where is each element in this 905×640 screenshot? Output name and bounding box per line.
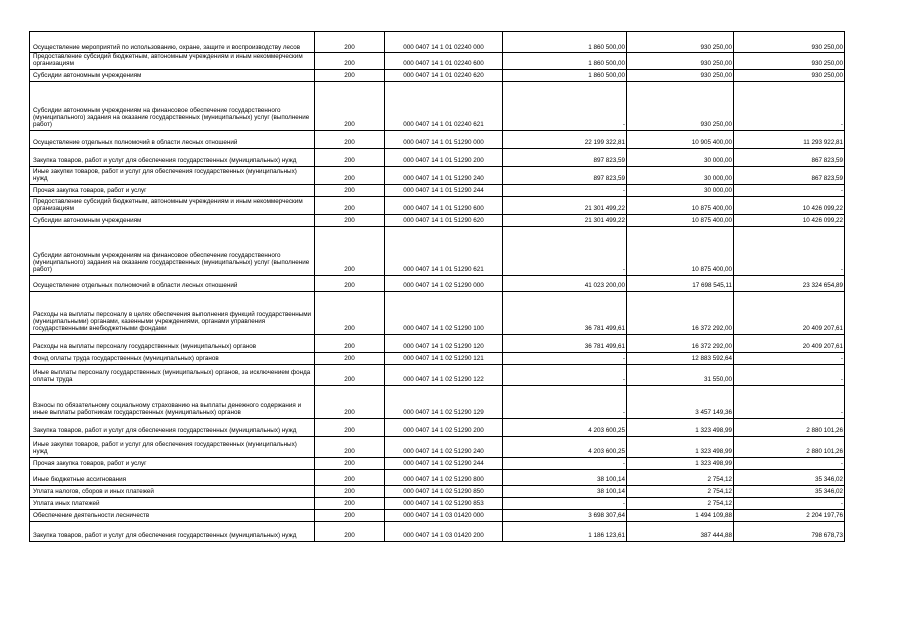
row-executed-cell: 2 754,12 bbox=[627, 469, 734, 485]
row-code-cell: 200 bbox=[315, 32, 385, 53]
row-code-cell: 200 bbox=[315, 352, 385, 364]
row-unexecuted-cell: - bbox=[734, 497, 845, 509]
row-kbk-cell: 000 0407 14 1 01 51290 240 bbox=[385, 166, 503, 184]
row-kbk-cell: 000 0407 14 1 02 51290 853 bbox=[385, 497, 503, 509]
row-kbk-cell: 000 0407 14 1 01 51290 600 bbox=[385, 196, 503, 214]
row-unexecuted-cell: 20 409 207,61 bbox=[734, 291, 845, 334]
row-unexecuted-cell: 930 250,00 bbox=[734, 53, 845, 70]
row-name-cell: Предоставление субсидий бюджетным, автономным учреждениям и иным некоммерческим организациям bbox=[30, 196, 315, 214]
row-name-cell: Прочая закупка товаров, работ и услуг bbox=[30, 184, 315, 196]
row-approved-cell: 36 781 499,61 bbox=[503, 334, 627, 352]
table-row bbox=[30, 457, 845, 469]
row-code-cell: 200 bbox=[315, 436, 385, 457]
row-kbk-cell: 000 0407 14 1 01 51290 200 bbox=[385, 148, 503, 166]
row-name-cell: Закупка товаров, работ и услуг для обеспечения государственных (муниципальных) нужд bbox=[30, 418, 315, 436]
row-approved-cell: 1 860 500,00 bbox=[503, 53, 627, 70]
row-code-cell: 200 bbox=[315, 69, 385, 81]
row-name-cell: Расходы на выплаты персоналу государственных (муниципальных) органов bbox=[30, 334, 315, 352]
table-row bbox=[30, 166, 845, 184]
row-code-cell: 200 bbox=[315, 214, 385, 226]
row-code-cell: 200 bbox=[315, 509, 385, 521]
row-code-cell: 200 bbox=[315, 457, 385, 469]
row-code-cell: 200 bbox=[315, 166, 385, 184]
row-code-cell: 200 bbox=[315, 334, 385, 352]
row-unexecuted-cell: - bbox=[734, 385, 845, 418]
row-executed-cell: 1 494 109,88 bbox=[627, 509, 734, 521]
row-name-cell: Прочая закупка товаров, работ и услуг bbox=[30, 457, 315, 469]
row-approved-cell: 1 860 500,00 bbox=[503, 32, 627, 53]
row-approved-cell: - bbox=[503, 385, 627, 418]
row-unexecuted-cell: - bbox=[734, 81, 845, 130]
row-executed-cell: 12 883 592,64 bbox=[627, 352, 734, 364]
row-unexecuted-cell: 798 678,73 bbox=[734, 521, 845, 541]
row-unexecuted-cell: - bbox=[734, 457, 845, 469]
row-approved-cell: 897 823,59 bbox=[503, 148, 627, 166]
row-kbk-cell: 000 0407 14 1 01 51290 244 bbox=[385, 184, 503, 196]
row-name-cell: Субсидии автономным учреждениям на финансовое обеспечение государственного (муниципального) задания на оказание государственных (муниципальных) услуг (выполнение работ) bbox=[30, 226, 315, 275]
row-approved-cell: 21 301 499,22 bbox=[503, 214, 627, 226]
row-unexecuted-cell: 10 426 099,22 bbox=[734, 214, 845, 226]
row-unexecuted-cell: 35 346,02 bbox=[734, 469, 845, 485]
row-kbk-cell: 000 0407 14 1 02 51290 244 bbox=[385, 457, 503, 469]
row-approved-cell: 4 203 600,25 bbox=[503, 436, 627, 457]
table-row bbox=[30, 130, 845, 148]
row-executed-cell: 930 250,00 bbox=[627, 32, 734, 53]
row-approved-cell: - bbox=[503, 81, 627, 130]
row-unexecuted-cell: - bbox=[734, 184, 845, 196]
row-name-cell: Обеспечение деятельности лесничеств bbox=[30, 509, 315, 521]
table-row bbox=[30, 291, 845, 334]
row-approved-cell: 38 100,14 bbox=[503, 469, 627, 485]
row-approved-cell: 36 781 499,61 bbox=[503, 291, 627, 334]
row-name-cell: Взносы по обязательному социальному страхованию на выплаты денежного содержания и иные выплаты работникам государственных (муниципальных) органов bbox=[30, 385, 315, 418]
row-unexecuted-cell: 35 346,02 bbox=[734, 485, 845, 497]
row-executed-cell: 10 875 400,00 bbox=[627, 196, 734, 214]
row-code-cell: 200 bbox=[315, 469, 385, 485]
row-executed-cell: 31 550,00 bbox=[627, 364, 734, 385]
table-row bbox=[30, 148, 845, 166]
row-kbk-cell: 000 0407 14 1 02 51290 800 bbox=[385, 469, 503, 485]
row-approved-cell: - bbox=[503, 352, 627, 364]
table-row bbox=[30, 214, 845, 226]
row-kbk-cell: 000 0407 14 1 02 51290 240 bbox=[385, 436, 503, 457]
row-name-cell: Закупка товаров, работ и услуг для обеспечения государственных (муниципальных) нужд bbox=[30, 148, 315, 166]
budget-execution-table bbox=[29, 31, 845, 542]
row-kbk-cell: 000 0407 14 1 01 02240 621 bbox=[385, 81, 503, 130]
row-approved-cell: - bbox=[503, 497, 627, 509]
row-approved-cell: - bbox=[503, 184, 627, 196]
row-code-cell: 200 bbox=[315, 485, 385, 497]
row-code-cell: 200 bbox=[315, 130, 385, 148]
row-code-cell: 200 bbox=[315, 148, 385, 166]
row-name-cell: Иные бюджетные ассигнования bbox=[30, 469, 315, 485]
table-row bbox=[30, 352, 845, 364]
row-unexecuted-cell: 930 250,00 bbox=[734, 32, 845, 53]
row-code-cell: 200 bbox=[315, 53, 385, 70]
row-unexecuted-cell: - bbox=[734, 364, 845, 385]
table-row bbox=[30, 81, 845, 130]
row-approved-cell: 1 860 500,00 bbox=[503, 69, 627, 81]
table-row bbox=[30, 196, 845, 214]
row-approved-cell: 21 301 499,22 bbox=[503, 196, 627, 214]
row-approved-cell: 41 023 200,00 bbox=[503, 275, 627, 291]
row-code-cell: 200 bbox=[315, 521, 385, 541]
table-row bbox=[30, 509, 845, 521]
row-executed-cell: 930 250,00 bbox=[627, 69, 734, 81]
row-unexecuted-cell: 2 880 101,26 bbox=[734, 418, 845, 436]
table-body bbox=[30, 32, 845, 542]
row-kbk-cell: 000 0407 14 1 01 51290 620 bbox=[385, 214, 503, 226]
row-name-cell: Фонд оплаты труда государственных (муниципальных) органов bbox=[30, 352, 315, 364]
row-name-cell: Иные выплаты персоналу государственных (муниципальных) органов, за исключением фонда оплаты труда bbox=[30, 364, 315, 385]
table-row bbox=[30, 32, 845, 53]
row-code-cell: 200 bbox=[315, 196, 385, 214]
row-approved-cell: 22 199 322,81 bbox=[503, 130, 627, 148]
row-approved-cell: 897 823,59 bbox=[503, 166, 627, 184]
row-kbk-cell: 000 0407 14 1 02 51290 000 bbox=[385, 275, 503, 291]
row-name-cell: Субсидии автономным учреждениям bbox=[30, 69, 315, 81]
table-row bbox=[30, 334, 845, 352]
row-executed-cell: 30 000,00 bbox=[627, 184, 734, 196]
table-row bbox=[30, 69, 845, 81]
row-kbk-cell: 000 0407 14 1 02 51290 200 bbox=[385, 418, 503, 436]
row-name-cell: Иные закупки товаров, работ и услуг для обеспечения государственных (муниципальных) нужд bbox=[30, 166, 315, 184]
table-row bbox=[30, 418, 845, 436]
table-row bbox=[30, 485, 845, 497]
row-code-cell: 200 bbox=[315, 497, 385, 509]
table-row bbox=[30, 385, 845, 418]
row-name-cell: Субсидии автономным учреждениям bbox=[30, 214, 315, 226]
row-unexecuted-cell: 2 880 101,26 bbox=[734, 436, 845, 457]
row-name-cell: Осуществление отдельных полномочий в области лесных отношений bbox=[30, 275, 315, 291]
table-row bbox=[30, 184, 845, 196]
row-unexecuted-cell: 930 250,00 bbox=[734, 69, 845, 81]
row-kbk-cell: 000 0407 14 1 02 51290 120 bbox=[385, 334, 503, 352]
row-kbk-cell: 000 0407 14 1 01 02240 620 bbox=[385, 69, 503, 81]
row-executed-cell: 10 875 400,00 bbox=[627, 214, 734, 226]
row-name-cell: Субсидии автономным учреждениям на финансовое обеспечение государственного (муниципального) задания на оказание государственных (муниципальных) услуг (выполнение работ) bbox=[30, 81, 315, 130]
row-approved-cell: 3 698 307,64 bbox=[503, 509, 627, 521]
row-kbk-cell: 000 0407 14 1 01 51290 621 bbox=[385, 226, 503, 275]
row-kbk-cell: 000 0407 14 1 02 51290 850 bbox=[385, 485, 503, 497]
row-code-cell: 200 bbox=[315, 291, 385, 334]
row-kbk-cell: 000 0407 14 1 02 51290 100 bbox=[385, 291, 503, 334]
row-executed-cell: 30 000,00 bbox=[627, 166, 734, 184]
row-executed-cell: 1 323 498,99 bbox=[627, 457, 734, 469]
row-name-cell: Закупка товаров, работ и услуг для обеспечения государственных (муниципальных) нужд bbox=[30, 521, 315, 541]
row-name-cell: Предоставление субсидий бюджетным, автономным учреждениям и иным некоммерческим организациям bbox=[30, 53, 315, 70]
row-executed-cell: 16 372 292,00 bbox=[627, 334, 734, 352]
row-unexecuted-cell: 23 324 654,89 bbox=[734, 275, 845, 291]
table-row bbox=[30, 364, 845, 385]
row-approved-cell: 38 100,14 bbox=[503, 485, 627, 497]
row-name-cell: Уплата иных платежей bbox=[30, 497, 315, 509]
row-approved-cell: 4 203 600,25 bbox=[503, 418, 627, 436]
row-approved-cell: 1 186 123,61 bbox=[503, 521, 627, 541]
row-executed-cell: 1 323 498,99 bbox=[627, 418, 734, 436]
row-kbk-cell: 000 0407 14 1 03 01420 000 bbox=[385, 509, 503, 521]
row-name-cell: Осуществление мероприятий по использованию, охране, защите и воспроизводству лесов bbox=[30, 32, 315, 53]
row-kbk-cell: 000 0407 14 1 02 51290 122 bbox=[385, 364, 503, 385]
row-code-cell: 200 bbox=[315, 385, 385, 418]
row-unexecuted-cell: - bbox=[734, 352, 845, 364]
row-kbk-cell: 000 0407 14 1 01 02240 600 bbox=[385, 53, 503, 70]
row-unexecuted-cell: 867 823,59 bbox=[734, 166, 845, 184]
table-row bbox=[30, 436, 845, 457]
row-unexecuted-cell: 2 204 197,76 bbox=[734, 509, 845, 521]
row-executed-cell: 930 250,00 bbox=[627, 53, 734, 70]
row-kbk-cell: 000 0407 14 1 02 51290 129 bbox=[385, 385, 503, 418]
row-unexecuted-cell: 11 293 922,81 bbox=[734, 130, 845, 148]
row-kbk-cell: 000 0407 14 1 03 01420 200 bbox=[385, 521, 503, 541]
row-unexecuted-cell: - bbox=[734, 226, 845, 275]
row-executed-cell: 30 000,00 bbox=[627, 148, 734, 166]
row-unexecuted-cell: 20 409 207,61 bbox=[734, 334, 845, 352]
row-kbk-cell: 000 0407 14 1 02 51290 121 bbox=[385, 352, 503, 364]
row-executed-cell: 1 323 498,99 bbox=[627, 436, 734, 457]
row-executed-cell: 10 905 400,00 bbox=[627, 130, 734, 148]
row-code-cell: 200 bbox=[315, 81, 385, 130]
row-kbk-cell: 000 0407 14 1 01 51290 000 bbox=[385, 130, 503, 148]
row-code-cell: 200 bbox=[315, 364, 385, 385]
row-executed-cell: 2 754,12 bbox=[627, 497, 734, 509]
row-executed-cell: 387 444,88 bbox=[627, 521, 734, 541]
row-executed-cell: 3 457 149,36 bbox=[627, 385, 734, 418]
row-executed-cell: 930 250,00 bbox=[627, 81, 734, 130]
row-code-cell: 200 bbox=[315, 418, 385, 436]
row-executed-cell: 16 372 292,00 bbox=[627, 291, 734, 334]
row-approved-cell: - bbox=[503, 457, 627, 469]
row-executed-cell: 17 698 545,11 bbox=[627, 275, 734, 291]
table-row bbox=[30, 275, 845, 291]
row-name-cell: Уплата налогов, сборов и иных платежей bbox=[30, 485, 315, 497]
table-row bbox=[30, 521, 845, 541]
row-executed-cell: 10 875 400,00 bbox=[627, 226, 734, 275]
row-kbk-cell: 000 0407 14 1 01 02240 000 bbox=[385, 32, 503, 53]
row-name-cell: Осуществление отдельных полномочий в области лесных отношений bbox=[30, 130, 315, 148]
table-row bbox=[30, 226, 845, 275]
table-row bbox=[30, 53, 845, 70]
row-approved-cell: - bbox=[503, 226, 627, 275]
row-unexecuted-cell: 867 823,59 bbox=[734, 148, 845, 166]
row-executed-cell: 2 754,12 bbox=[627, 485, 734, 497]
table-row bbox=[30, 469, 845, 485]
row-code-cell: 200 bbox=[315, 226, 385, 275]
table-row bbox=[30, 497, 845, 509]
row-unexecuted-cell: 10 426 099,22 bbox=[734, 196, 845, 214]
row-name-cell: Расходы на выплаты персоналу в целях обеспечения выполнения функций государственными (муниципальными) органами, казенными учреждениями, органами управления государственными внебюджетными фондами bbox=[30, 291, 315, 334]
row-name-cell: Иные закупки товаров, работ и услуг для обеспечения государственных (муниципальных) нужд bbox=[30, 436, 315, 457]
row-code-cell: 200 bbox=[315, 184, 385, 196]
row-approved-cell: - bbox=[503, 364, 627, 385]
row-code-cell: 200 bbox=[315, 275, 385, 291]
